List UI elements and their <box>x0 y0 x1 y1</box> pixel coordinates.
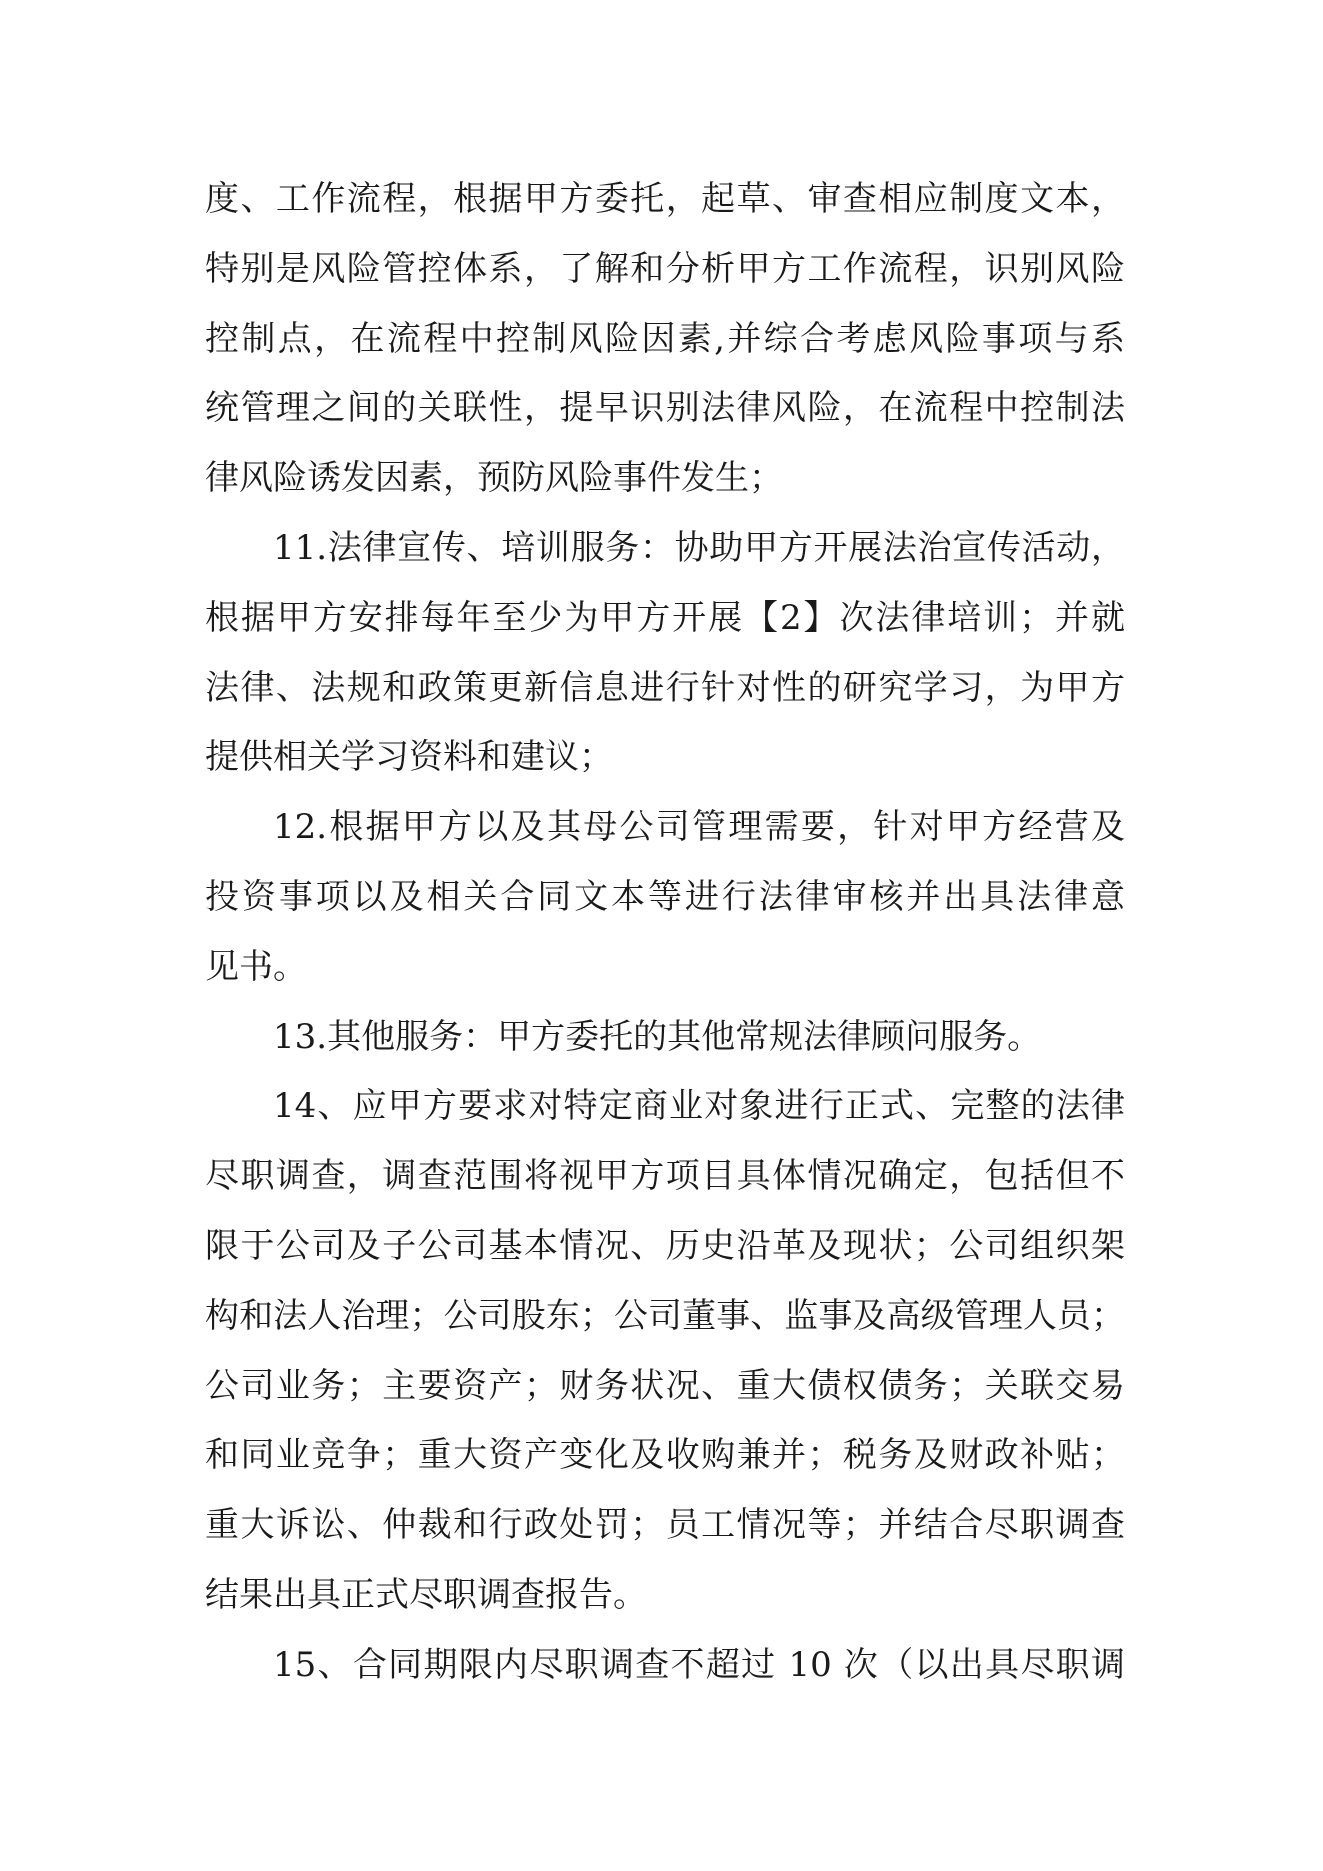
text-line: 根据甲方安排每年至少为甲方开展【2】次法律培训；并就 <box>205 597 1125 638</box>
text-line: 限于公司及子公司基本情况、历史沿革及现状；公司组织架 <box>205 1225 1125 1266</box>
text-line: 统管理之间的关联性，提早识别法律风险，在流程中控制法 <box>205 388 1125 429</box>
text-line: 法律、法规和政策更新信息进行针对性的研究学习，为甲方 <box>205 667 1125 708</box>
text-line: 重大诉讼、仲裁和行政处罚；员工情况等；并结合尽职调查 <box>205 1505 1125 1546</box>
text-line: 13.其他服务：甲方委托的其他常规法律顾问服务。 <box>273 1016 1042 1057</box>
text-line: 控制点，在流程中控制风险因素,并综合考虑风险事项与系 <box>205 318 1125 359</box>
text-line: 特别是风险管控体系，了解和分析甲方工作流程，识别风险 <box>205 248 1125 289</box>
text-line: 15、合同期限内尽职调查不超过 10 次（以出具尽职调 <box>273 1644 1125 1685</box>
text-line: 和同业竞争；重大资产变化及收购兼并；税务及财政补贴； <box>205 1435 1125 1476</box>
text-line: 12.根据甲方以及其母公司管理需要，针对甲方经营及 <box>273 807 1125 848</box>
text-line: 结果出具正式尽职调查报告。 <box>205 1574 647 1615</box>
text-line: 度、工作流程，根据甲方委托，起草、审查相应制度文本， <box>205 179 1125 219</box>
text-line: 尽职调查，调查范围将视甲方项目具体情况确定，包括但不 <box>205 1156 1125 1197</box>
text-line: 提供相关学习资料和建议； <box>205 737 613 778</box>
text-line: 11.法律宣传、培训服务：协助甲方开展法治宣传活动， <box>273 527 1125 568</box>
text-line: 14、应甲方要求对特定商业对象进行正式、完整的法律 <box>273 1086 1125 1127</box>
text-line: 见书。 <box>205 946 307 987</box>
text-line: 公司业务；主要资产；财务状况、重大债权债务；关联交易 <box>205 1365 1125 1406</box>
text-line: 构和法人治理；公司股东；公司董事、监事及高级管理人员； <box>205 1295 1125 1336</box>
text-line: 投资事项以及相关合同文本等进行法律审核并出具法律意 <box>205 876 1125 917</box>
document-body <box>205 168 1125 1704</box>
text-line: 律风险诱发因素，预防风险事件发生； <box>205 458 783 499</box>
